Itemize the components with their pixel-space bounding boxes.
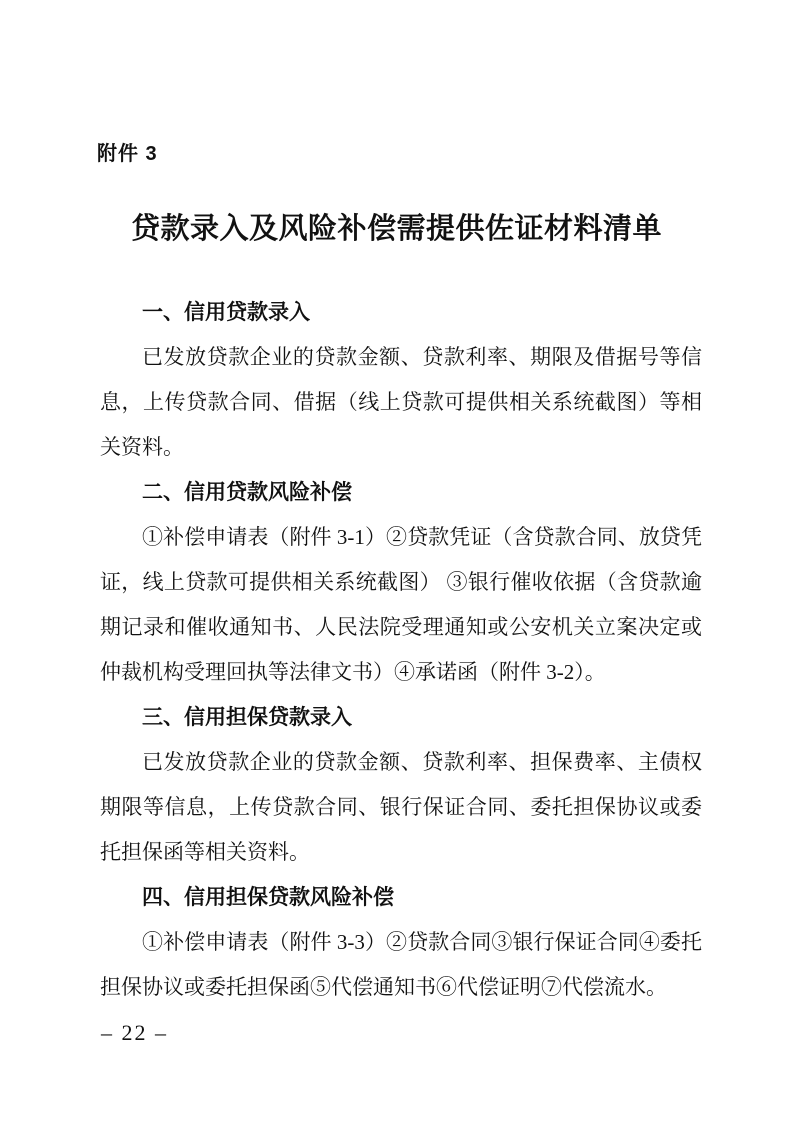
document-body <box>100 290 702 1010</box>
attachment-label: 附件 3 <box>97 143 158 165</box>
section-heading-guaranteed-loan-entry: 三、信用担保贷款录入 <box>142 706 352 729</box>
section-heading-credit-loan-entry: 一、信用贷款录入 <box>142 301 310 324</box>
page-number: – 22 – <box>101 1020 168 1045</box>
section-body-credit-loan-entry: 已发放贷款企业的贷款金额、贷款利率、期限及借据号等信息，上传贷款合同、借据（线上贷款可提供相关系统截图）等相关资料。 <box>100 345 702 459</box>
section-body-credit-loan-risk-compensation: ①补偿申请表（附件 3-1）②贷款凭证（含贷款合同、放贷凭证，线上贷款可提供相关系统截图） ③银行催收依据（含贷款逾期记录和催收通知书、人民法院受理通知或公安机关立案决定或仲裁机构受理回执等法律文书）④承诺函（附件 3-2）。 <box>100 525 702 684</box>
document-title: 贷款录入及风险补偿需提供佐证材料清单 <box>130 213 662 245</box>
section-body-guaranteed-loan-risk-compensation: ①补偿申请表（附件 3-3）②贷款合同③银行保证合同④委托担保协议或委托担保函⑤代偿通知书⑥代偿证明⑦代偿流水。 <box>100 930 702 999</box>
section-heading-credit-loan-risk-compensation: 二、信用贷款风险补偿 <box>142 481 352 504</box>
section-heading-guaranteed-loan-risk-compensation: 四、信用担保贷款风险补偿 <box>142 886 394 909</box>
section-body-guaranteed-loan-entry: 已发放贷款企业的贷款金额、贷款利率、担保费率、主债权期限等信息，上传贷款合同、银行保证合同、委托担保协议或委托担保函等相关资料。 <box>100 750 702 864</box>
